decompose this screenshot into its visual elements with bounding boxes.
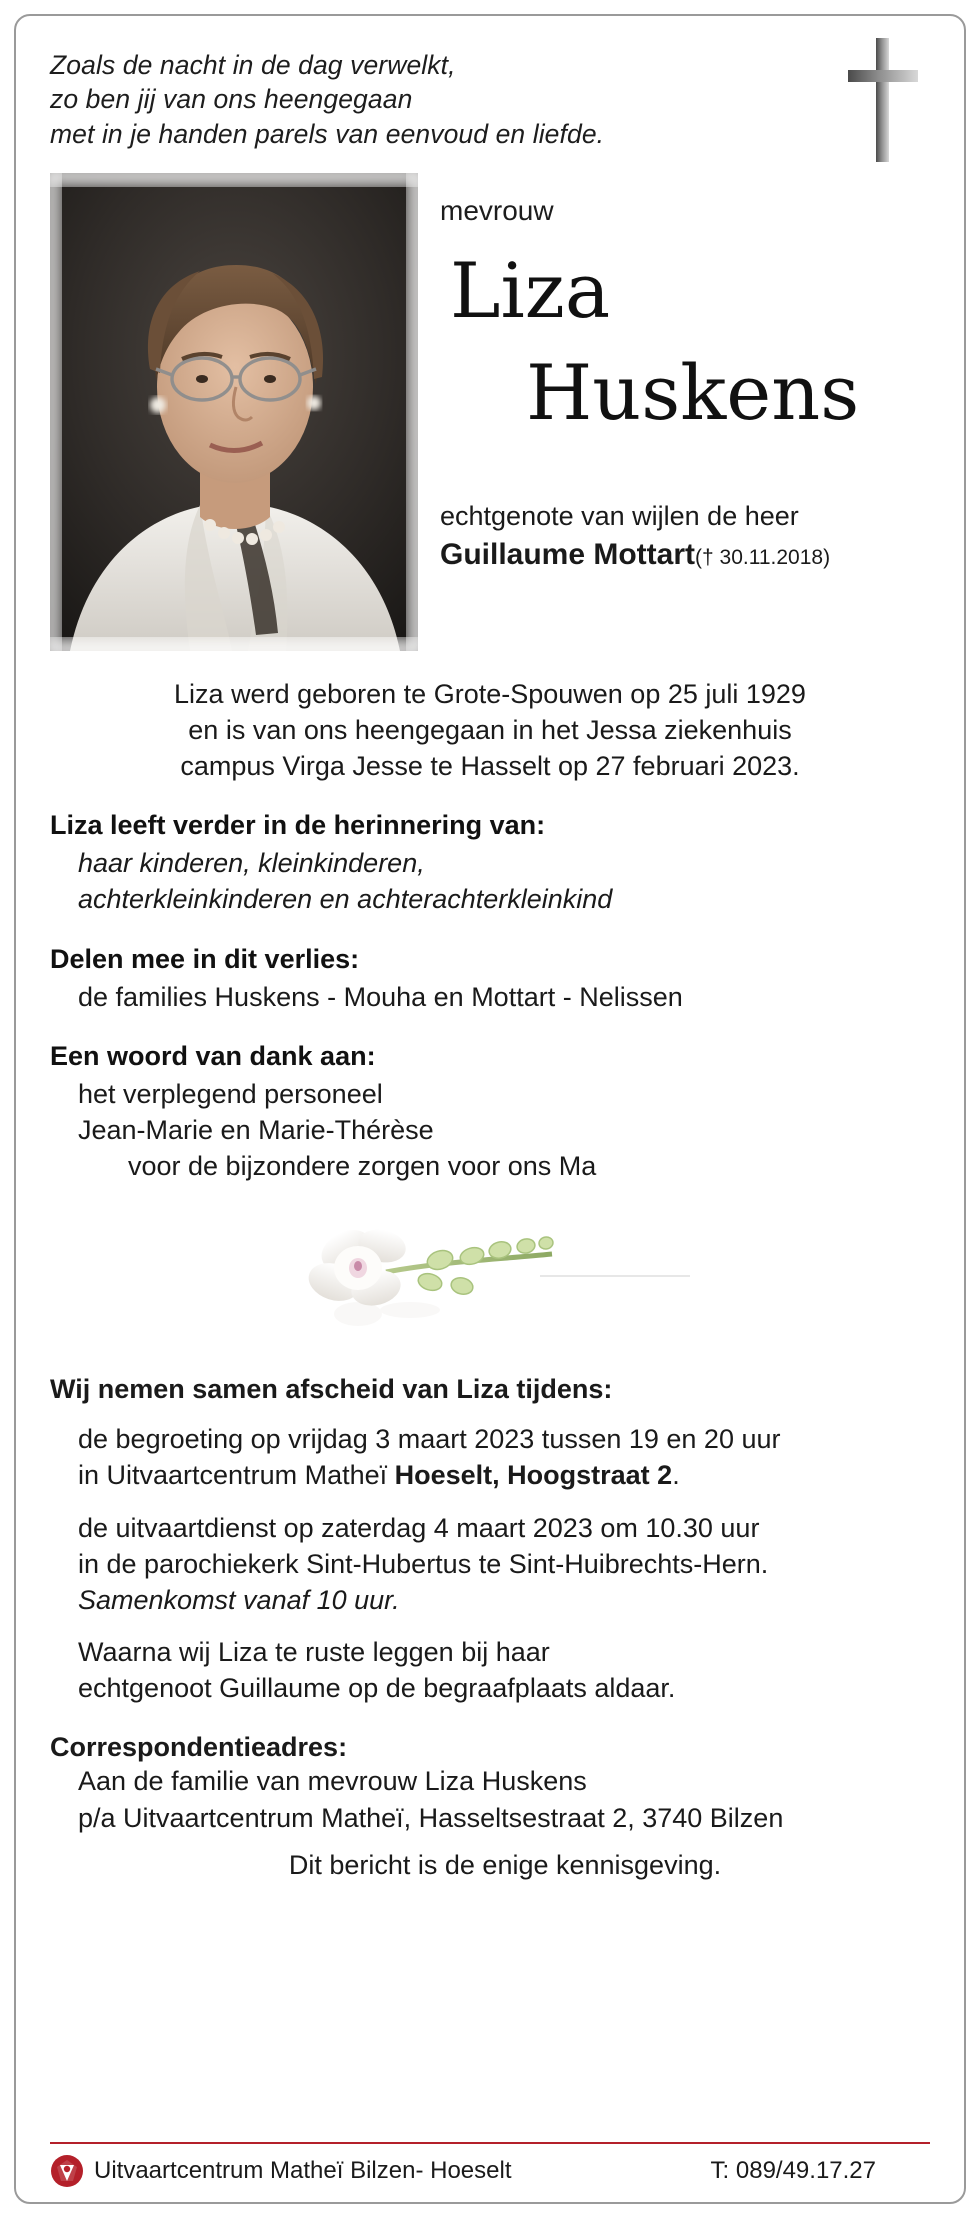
section-title: Liza leeft verder in de herinnering van:	[50, 810, 546, 841]
spouse-prefix: echtgenote van wijlen de heer	[440, 501, 799, 532]
correspondence-line: Aan de familie van mevrouw Liza Huskens	[78, 1766, 587, 1797]
card-inner	[16, 16, 964, 2202]
notice-text: Dit bericht is de enige kennisgeving.	[288, 1849, 722, 1880]
footer-phone: T: 089/49.17.27	[710, 2157, 876, 2184]
footer	[50, 2142, 930, 2188]
orchid-flower-decoration	[50, 1210, 930, 1360]
bio-line-2: en is van ons heengegaan in het Jessa ziekenhuis	[188, 714, 792, 745]
section-line: voor de bijzondere zorgen voor ons Ma	[128, 1151, 597, 1182]
header-block	[50, 173, 930, 651]
ceremony-line: echtgenoot Guillaume op de begraafplaats aldaar.	[78, 1673, 676, 1704]
ceremony-venue-prefix: in Uitvaartcentrum Matheï	[78, 1460, 395, 1491]
section-line: achterkleinkinderen en achterachterkleinkind	[78, 884, 613, 915]
bio-line-3: campus Virga Jesse te Hasselt op 27 februari 2023.	[180, 750, 800, 781]
section-families	[50, 944, 930, 1015]
correspondence-title: Correspondentieadres:	[50, 1732, 348, 1763]
poem-line-3: met in je handen parels van eenvoud en liefde.	[50, 118, 605, 149]
section-title: Een woord van dank aan:	[50, 1040, 376, 1071]
biography	[50, 677, 930, 784]
funeral-home-logo-icon	[50, 2154, 84, 2188]
ceremony-line: Waarna wij Liza te ruste leggen bij haar	[78, 1637, 550, 1668]
section-line: Jean-Marie en Marie-Thérèse	[78, 1114, 434, 1145]
ceremony-greeting	[50, 1421, 930, 1493]
first-name: Liza	[450, 246, 611, 336]
footer-company: Uitvaartcentrum Matheï Bilzen- Hoeselt	[94, 2157, 512, 2184]
section-line: haar kinderen, kleinkinderen,	[78, 848, 425, 879]
salutation: mevrouw	[440, 195, 554, 227]
cross-icon	[834, 36, 930, 166]
ceremony-burial	[50, 1634, 930, 1706]
ceremony-line: de uitvaartdienst op zaterdag 4 maart 2023 om 10.30 uur	[78, 1512, 760, 1543]
poem-line-2: zo ben jij van ons heengegaan	[50, 84, 413, 115]
section-line: de families Huskens - Mouha en Mottart - Nelissen	[78, 981, 683, 1012]
spouse-death-date: († 30.11.2018)	[695, 546, 831, 570]
ceremony-title: Wij nemen samen afscheid van Liza tijdens:	[50, 1374, 613, 1405]
spouse-line	[440, 538, 930, 572]
poem	[50, 48, 930, 151]
section-remembrance	[50, 810, 930, 917]
section-thanks	[50, 1041, 930, 1185]
ceremony-line	[78, 1457, 930, 1493]
ceremony-venue-suffix: .	[672, 1460, 680, 1491]
ceremony-service	[50, 1510, 930, 1619]
memorial-card	[14, 14, 966, 2204]
ceremony-line: in de parochiekerk Sint-Hubertus te Sint-Huibrechts-Hern.	[78, 1548, 769, 1579]
spouse-name: Guillaume Mottart	[440, 538, 696, 572]
section-line: het verplegend personeel	[78, 1078, 383, 1109]
portrait-photo	[50, 173, 418, 651]
last-name: Huskens	[526, 348, 860, 438]
ceremony-gathering: Samenkomst vanaf 10 uur.	[78, 1584, 400, 1615]
correspondence-line: p/a Uitvaartcentrum Matheï, Hasseltsestraat 2, 3740 Bilzen	[78, 1802, 784, 1833]
ceremony-venue-address: Hoeselt, Hoogstraat 2	[394, 1460, 673, 1491]
bio-line-1: Liza werd geboren te Grote-Spouwen op 25 juli 1929	[174, 679, 806, 710]
name-block	[418, 173, 930, 651]
poem-line-1: Zoals de nacht in de dag verwelkt,	[50, 50, 456, 80]
ceremony-line: de begroeting op vrijdag 3 maart 2023 tussen 19 en 20 uur	[78, 1424, 781, 1455]
section-title: Delen mee in dit verlies:	[50, 943, 360, 974]
